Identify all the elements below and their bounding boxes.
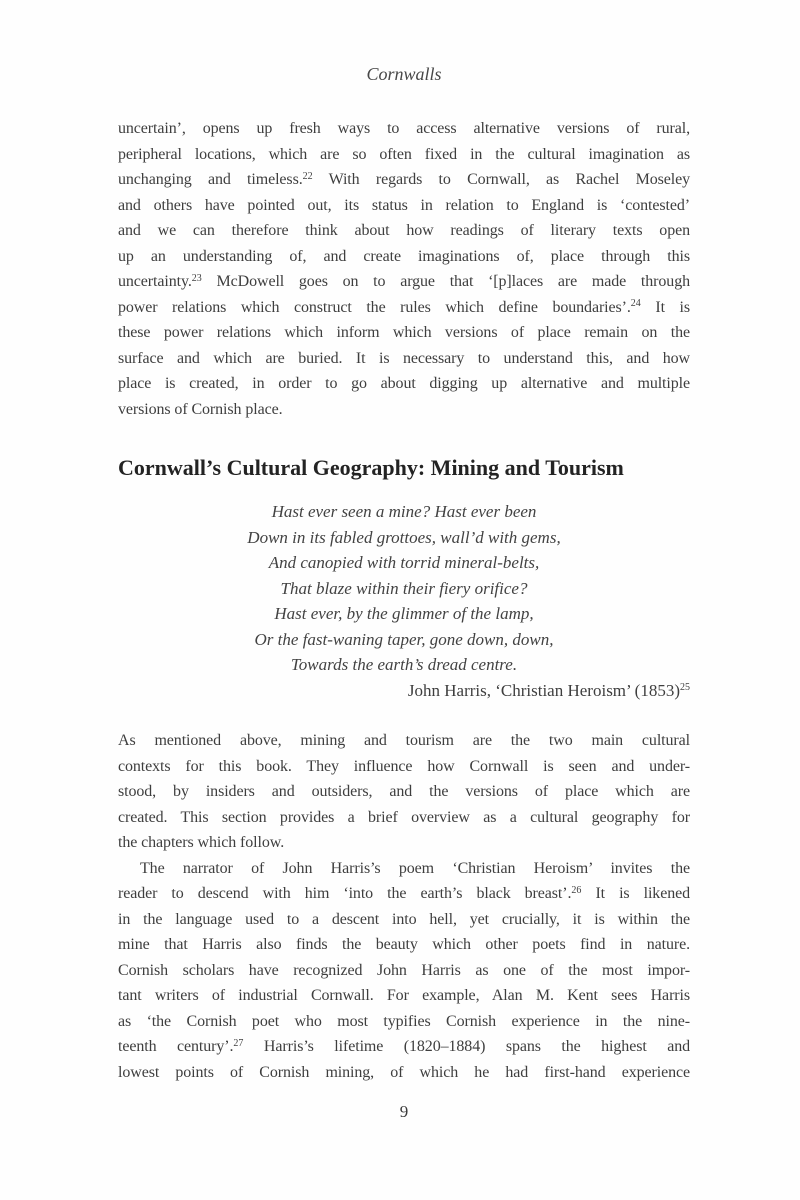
text-run: unchanging and timeless. (118, 171, 303, 188)
footnote-ref: 24 (630, 298, 641, 309)
text-run: Harris’s lifetime (1820–1884) spans the highest and (243, 1038, 690, 1055)
text-line: in the language used to a descent into hell, yet crucially, it is within the (118, 910, 690, 928)
footnote-ref: 23 (191, 272, 202, 284)
poem-line: Towards the earth’s dread centre. (290, 655, 518, 674)
page-number: 9 (399, 1102, 409, 1121)
text-line: as ‘the Cornish poet who most typifies Cornish experience in the nine- (118, 1012, 690, 1030)
text-line (118, 881, 690, 907)
text-line: As mentioned above, mining and tourism are the two main cultural (118, 732, 690, 749)
text-line (118, 295, 690, 321)
text-line: these power relations which inform which versions of place remain on the (118, 324, 690, 341)
running-head: Cornwalls (366, 64, 442, 84)
text-line: tant writers of industrial Cornwall. For example, Alan M. Kent sees Harris (118, 987, 690, 1004)
text-run: teenth century’. (118, 1038, 234, 1055)
text-line: surface and which are buried. It is necessary to understand this, and how (118, 349, 690, 367)
poem-line: Down in its fabled grottoes, wall’d with gems, (247, 527, 561, 547)
text-run: It is (640, 298, 690, 316)
text-line: contexts for this book. They influence how Cornwall is seen and under- (118, 757, 690, 775)
text-line: peripheral locations, which are so often fixed in the cultural imagination as (118, 145, 690, 163)
text-run: uncertainty. (118, 273, 192, 290)
paragraph-continued (118, 116, 690, 422)
text-run: It is likened (581, 885, 691, 902)
text-run: reader to descend with him ‘into the earth’s black breast’. (118, 885, 572, 902)
text-run: John Harris, ‘Christian Heroism’ (1853) (407, 680, 680, 700)
footnote-ref: 26 (571, 884, 582, 896)
poem-attribution (118, 678, 690, 704)
text-line (118, 269, 690, 295)
footnote-ref: 25 (680, 682, 690, 693)
footnote-ref: 27 (233, 1037, 244, 1049)
text-line: lowest points of Cornish mining, of which he had first-hand experience (118, 1063, 690, 1081)
poem-epigraph (118, 499, 690, 704)
poem-line: And canopied with torrid mineral-belts, (268, 553, 540, 572)
text-run: McDowell goes on to argue that ‘[p]laces are made through (201, 273, 690, 290)
text-line: and others have pointed out, its status in relation to England is ‘contested’ (118, 196, 690, 214)
text-run: power relations which construct the rules which define boundaries’. (118, 298, 631, 316)
text-line: mine that Harris also finds the beauty which other poets find in nature. (118, 936, 690, 953)
text-line: and we can therefore think about how readings of literary texts open (118, 222, 690, 239)
text-line: place is created, in order to go about digging up alternative and multiple (118, 375, 690, 392)
footnote-ref: 22 (302, 170, 313, 182)
section-heading: Cornwall’s Cultural Geography: Mining and Tourism (118, 455, 624, 480)
text-line: uncertain’, opens up fresh ways to access alternative versions of rural, (118, 120, 690, 137)
text-line: The narrator of John Harris’s poem ‘Christian Heroism’ invites the (140, 859, 690, 877)
text-line (118, 167, 690, 193)
text-run: With regards to Cornwall, as Rachel Moseley (312, 171, 690, 188)
poem-line: Or the fast-waning taper, gone down, down, (254, 629, 554, 649)
poem-line: Hast ever seen a mine? Hast ever been (271, 502, 537, 521)
text-line: versions of Cornish place. (118, 400, 283, 418)
text-line: the chapters which follow. (118, 834, 285, 851)
poem-line: That blaze within their fiery orifice? (280, 578, 528, 598)
text-line: stood, by insiders and outsiders, and the versions of place which are (118, 783, 690, 800)
text-line: up an understanding of, and create imaginations of, place through this (118, 247, 690, 265)
text-line (118, 1034, 690, 1060)
body-paragraphs (118, 728, 690, 1085)
text-line: created. This section provides a brief overview as a cultural geography for (118, 808, 690, 826)
text-line: Cornish scholars have recognized John Harris as one of the most impor- (118, 961, 690, 979)
poem-line: Hast ever, by the glimmer of the lamp, (274, 604, 534, 623)
